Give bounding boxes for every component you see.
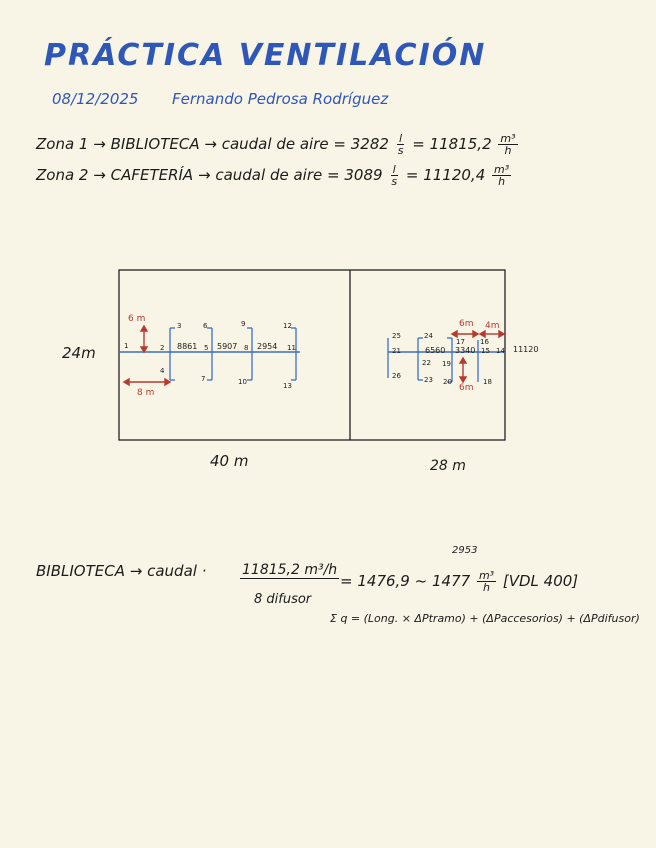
dim-8m-left: 8 m xyxy=(137,388,155,398)
dim-6m-right-bottom: 6m xyxy=(459,383,474,393)
zone-2-name: CAFETERÍA xyxy=(110,166,194,184)
node-label: 25 xyxy=(392,332,401,340)
calc-result-1: 1476,9 xyxy=(357,572,410,590)
zone-1-name: BIBLIOTECA xyxy=(110,135,200,153)
dim-6m-right-top: 6m xyxy=(459,319,474,329)
calc-formula: Σ q = (Long. × ΔPtramo) + (ΔPaccesorios) + (ΔPdifusor) xyxy=(330,612,640,625)
zone-2-id: Zona 2 xyxy=(36,166,89,184)
flow-label: 6560 xyxy=(425,346,446,355)
unit-den: s xyxy=(397,144,404,157)
flow-label: 8861 xyxy=(177,342,198,351)
calc-numerator: 11815,2 m³/h xyxy=(242,562,338,578)
unit-den: h xyxy=(504,144,512,157)
zone-2-eq: = xyxy=(327,166,340,184)
zone-2-arrow-2: → xyxy=(197,166,211,184)
left-branches xyxy=(170,328,296,380)
calc-label: caudal xyxy=(147,562,197,580)
calc-denominator: 8 difusor xyxy=(254,592,312,607)
zone-2-arrow: → xyxy=(93,166,106,184)
unit-num: m³ xyxy=(494,163,510,176)
calc-unit xyxy=(477,570,496,593)
zone-1-arrow: → xyxy=(93,135,106,153)
room-outline xyxy=(119,270,505,440)
node-label: 26 xyxy=(392,372,401,380)
node-label: 18 xyxy=(483,378,492,386)
node-label: 13 xyxy=(283,382,292,390)
calc-lhs xyxy=(36,562,207,580)
unit-num: l xyxy=(399,132,403,145)
zone-1-eq: = xyxy=(333,135,346,153)
node-label: 11 xyxy=(287,344,296,352)
calc-arrow: → xyxy=(129,562,143,580)
calc-above-note: 2953 xyxy=(452,545,478,556)
calc-lhs-name: BIBLIOTECA xyxy=(36,562,125,580)
flow-label: 3340 xyxy=(455,346,476,355)
node-label: 20 xyxy=(443,378,452,386)
calc-dot: · xyxy=(201,562,207,580)
zone-2-value-ls: 3089 xyxy=(344,166,383,184)
node-label: 15 xyxy=(481,347,490,355)
node-label: 9 xyxy=(241,320,246,328)
calc-ref: [VDL 400] xyxy=(502,572,579,590)
node-label: 17 xyxy=(456,338,465,346)
zone-1-eq-2: = xyxy=(412,135,425,153)
zone-1-arrow-2: → xyxy=(204,135,217,153)
calc-result-line xyxy=(340,570,578,593)
author-label: Fernando Pedrosa Rodríguez xyxy=(172,90,389,108)
node-label: 22 xyxy=(422,359,431,367)
left-width-label: 40 m xyxy=(210,452,249,470)
unit-den: s xyxy=(391,175,398,188)
date-label: 08/12/2025 xyxy=(52,90,139,108)
node-label: 6 xyxy=(203,322,208,330)
dim-6m-left: 6 m xyxy=(128,314,146,324)
node-label: 24 xyxy=(424,332,433,340)
node-label: 7 xyxy=(201,375,206,383)
zone-1-label: caudal de aire xyxy=(221,135,329,153)
zone-1-value-ls: 3282 xyxy=(350,135,389,153)
dim-4m-right-top: 4m xyxy=(485,321,500,331)
node-label: 1 xyxy=(124,342,129,350)
node-label: 19 xyxy=(442,360,451,368)
zone-1-id: Zona 1 xyxy=(36,135,89,153)
node-label: 23 xyxy=(424,376,433,384)
unit-num: l xyxy=(392,163,396,176)
zone-2-eq-2: = xyxy=(405,166,419,184)
left-dimension-arrows xyxy=(124,326,170,385)
node-label: 8 xyxy=(244,344,249,352)
calc-approx: ~ xyxy=(414,572,428,590)
flow-label: 5907 xyxy=(217,342,238,351)
unit-num: m³ xyxy=(478,569,495,582)
zone-2-label: caudal de aire xyxy=(215,166,323,184)
node-label: 4 xyxy=(160,367,165,375)
height-label: 24m xyxy=(62,344,96,362)
node-label: 12 xyxy=(283,322,292,330)
node-label: 5 xyxy=(204,344,209,352)
flow-label: 11120 xyxy=(513,345,539,354)
right-width-label: 28 m xyxy=(430,458,466,474)
node-label: 10 xyxy=(238,378,247,386)
page-title: PRÁCTICA VENTILACIÓN xyxy=(44,38,487,73)
node-label: 21 xyxy=(392,347,401,355)
unit-den: h xyxy=(483,581,491,594)
node-label: 2 xyxy=(160,344,165,352)
node-label: 16 xyxy=(480,338,489,346)
node-label: 14 xyxy=(496,347,505,355)
flow-label: 2954 xyxy=(257,342,278,351)
calc-eq: = xyxy=(340,572,353,590)
node-label: 3 xyxy=(177,322,182,330)
unit-num: m³ xyxy=(500,132,516,145)
unit-den: h xyxy=(498,175,506,188)
zone-2-value-m3h: 11120,4 xyxy=(423,166,486,184)
zone-1-value-m3h: 11815,2 xyxy=(429,135,492,153)
calc-result-2: 1477 xyxy=(432,572,471,590)
